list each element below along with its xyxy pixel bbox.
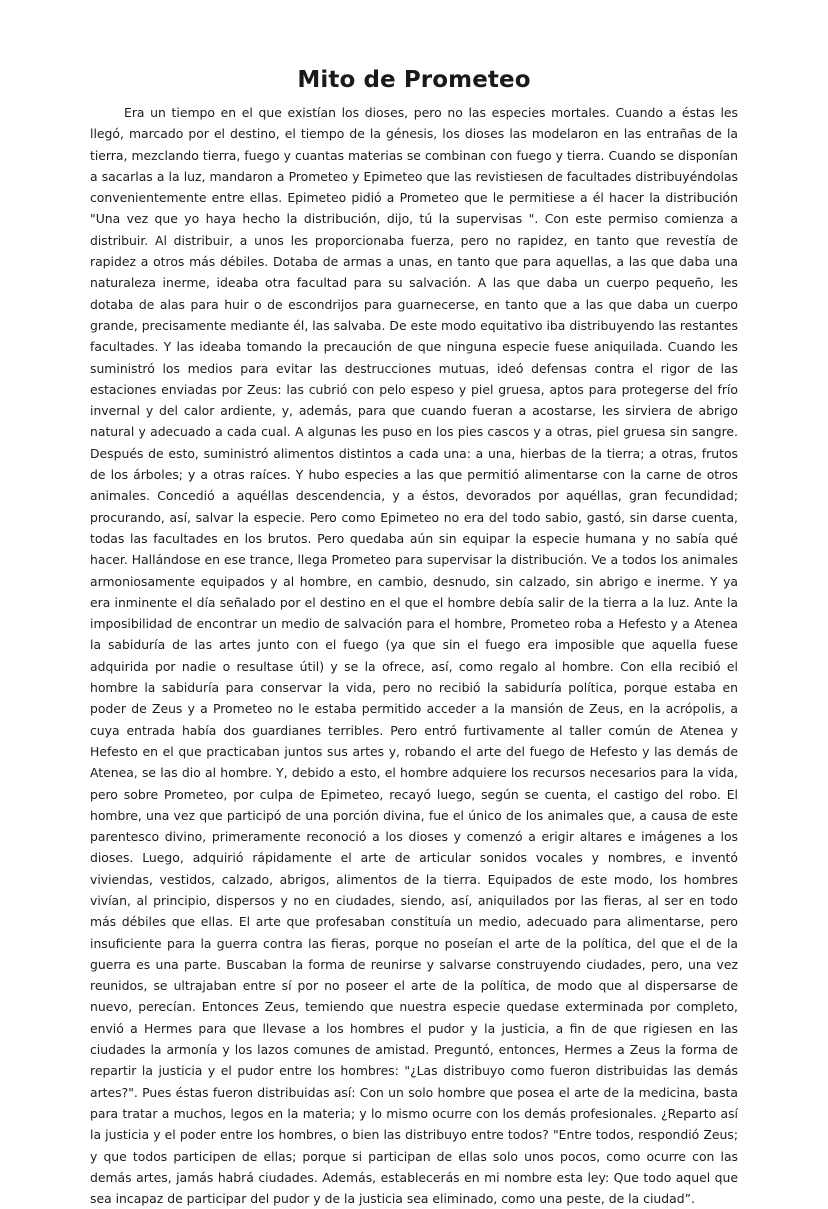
page-title: Mito de Prometeo (297, 67, 531, 94)
body-paragraph: Era un tiempo en el que existían los dioses, pero no las especies mortales. Cuando a éstas les llegó, marcado por el destino, el tiempo de la génesis, los dioses las modelaron en las entrañas de la tierra, mezclando tierra, fuego y cuantas materias se combinan con fuego y tierra. Cuando se disponían a sacarlas a la luz, mandaron a Prometeo y Epimeteo que las revistiesen de facultades distribuyéndolas convenientemente entre ellas. Epimeteo pidió a Prometeo que le permitiese a él hacer la distribución "Una vez que yo haya hecho la distribución, dijo, tú la supervisas ". Con este permiso comienza a distribuir. Al distribuir, a unos les proporcionaba fuerza, pero no rapidez, en tanto que revestía de rapidez a otros más débiles. Dotaba de armas a unas, en tanto que para aquellas, a las que daba una naturaleza inerme, ideaba otra facultad para su salvación. A las que daba un cuerpo pequeño, les dotaba de alas para huir o de escondrijos para guarnecerse, en tanto que a las que daba un cuerpo grande, precisamente mediante él, las salvaba. De este modo equitativo iba distribuyendo las restantes facultades. Y las ideaba tomando la precaución de que ninguna especie fuese aniquilada. Cuando les suministró los medios para evitar las destrucciones mutuas, ideó defensas contra el rigor de las estaciones enviadas por Zeus: las cubrió con pelo espeso y piel gruesa, aptos para protegerse del frío invernal y del calor ardiente, y, además, para que cuando fueran a acostarse, les sirviera de abrigo natural y adecuado a cada cual. A algunas les puso en los pies cascos y a otras, piel gruesa sin sangre. Después de esto, suministró alimentos distintos a cada una: a una, hierbas de la tierra; a otras, frutos de los árboles; y a otras raíces. Y hubo especies a las que permitió alimentarse con la carne de otros animales. Concedió a aquéllas descendencia, y a éstos, devorados por aquéllas, gran fecundidad; procurando, así, salvar la especie. Pero como Epimeteo no era del todo sabio, gastó, sin darse cuenta, todas las facultades en los brutos. Pero quedaba aún sin equipar la especie humana y no sabía qué hacer. Hallándose en ese trance, llega Prometeo para supervisar la distribución. Ve a todos los animales armoniosamente equipados y al hombre, en cambio, desnudo, sin calzado, sin abrigo e inerme. Y ya era inminente el día señalado por el destino en el que el hombre debía salir de la tierra a la luz. Ante la imposibilidad de encontrar un medio de salvación para el hombre, Prometeo roba a Hefesto y a Atenea la sabiduría de las artes junto con el fuego (ya que sin el fuego era imposible que aquella fuese adquirida por nadie o resultase útil) y se la ofrece, así, como regalo al hombre. Con ella recibió el hombre la sabiduría para conservar la vida, pero no recibió la sabiduría política, porque estaba en poder de Zeus y a Prometeo no le estaba permitido acceder a la mansión de Zeus, en la acrópolis, a cuya entrada había dos guardianes terribles. Pero entró furtivamente al taller común de Atenea y Hefesto en el que practicaban juntos sus artes y, robando el arte del fuego de Hefesto y las demás de Atenea, se las dio al hombre. Y, debido a esto, el hombre adquiere los recursos necesarios para la vida, pero sobre Prometeo, por culpa de Epimeteo, recayó luego, según se cuenta, el castigo del robo. El hombre, una vez que participó de una porción divina, fue el único de los animales que, a causa de este parentesco divino, primeramente reconoció a los dioses y comenzó a erigir altares e imágenes a los dioses. Luego, adquirió rápidamente el arte de articular sonidos vocales y nombres, e inventó viviendas, vestidos, calzado, abrigos, alimentos de la tierra. Equipados de este modo, los hombres vivían, al principio, dispersos y no en ciudades, siendo, así, aniquilados por las fieras, al ser en todo más débiles que ellas. El arte que profesaban constituía un medio, adecuado para alimentarse, pero insuficiente para la guerra contra las fieras, porque no poseían el arte de la política, del que el de la guerra es una parte. Buscaban la forma de reunirse y salvarse construyendo ciudades, pero, una vez reunidos, se ultrajaban entre sí por no poseer el arte de la política, de modo que al dispersarse de nuevo, perecían. Entonces Zeus, temiendo que nuestra especie quedase exterminada por completo, envió a Hermes para que llevase a los hombres el pudor y la justicia, a fin de que rigiesen en las ciudades la armonía y los lazos comunes de amistad. Preguntó, entonces, Hermes a Zeus la forma de repartir la justicia y el pudor entre los hombres: "¿Las distribuyo como fueron distribuidas las demás artes?". Pues éstas fueron distribuidas así: Con un solo hombre que posea el arte de la medicina, basta para tratar a muchos, legos en la materia; y lo mismo ocurre con los demás profesionales. ¿Reparto así la justicia y el poder entre los hombres, o bien las distribuyo entre todos? "Entre todos, respondió Zeus; y que todos participen de ellas; porque si participan de ellas solo unos pocos, como ocurre con las demás artes, jamás habrá ciudades. Además, establecerás en mi nombre esta ley: Que todo aquel que sea incapaz de participar del pudor y de la justicia sea eliminado, como una peste, de la ciudad”. (90, 105, 738, 1207)
